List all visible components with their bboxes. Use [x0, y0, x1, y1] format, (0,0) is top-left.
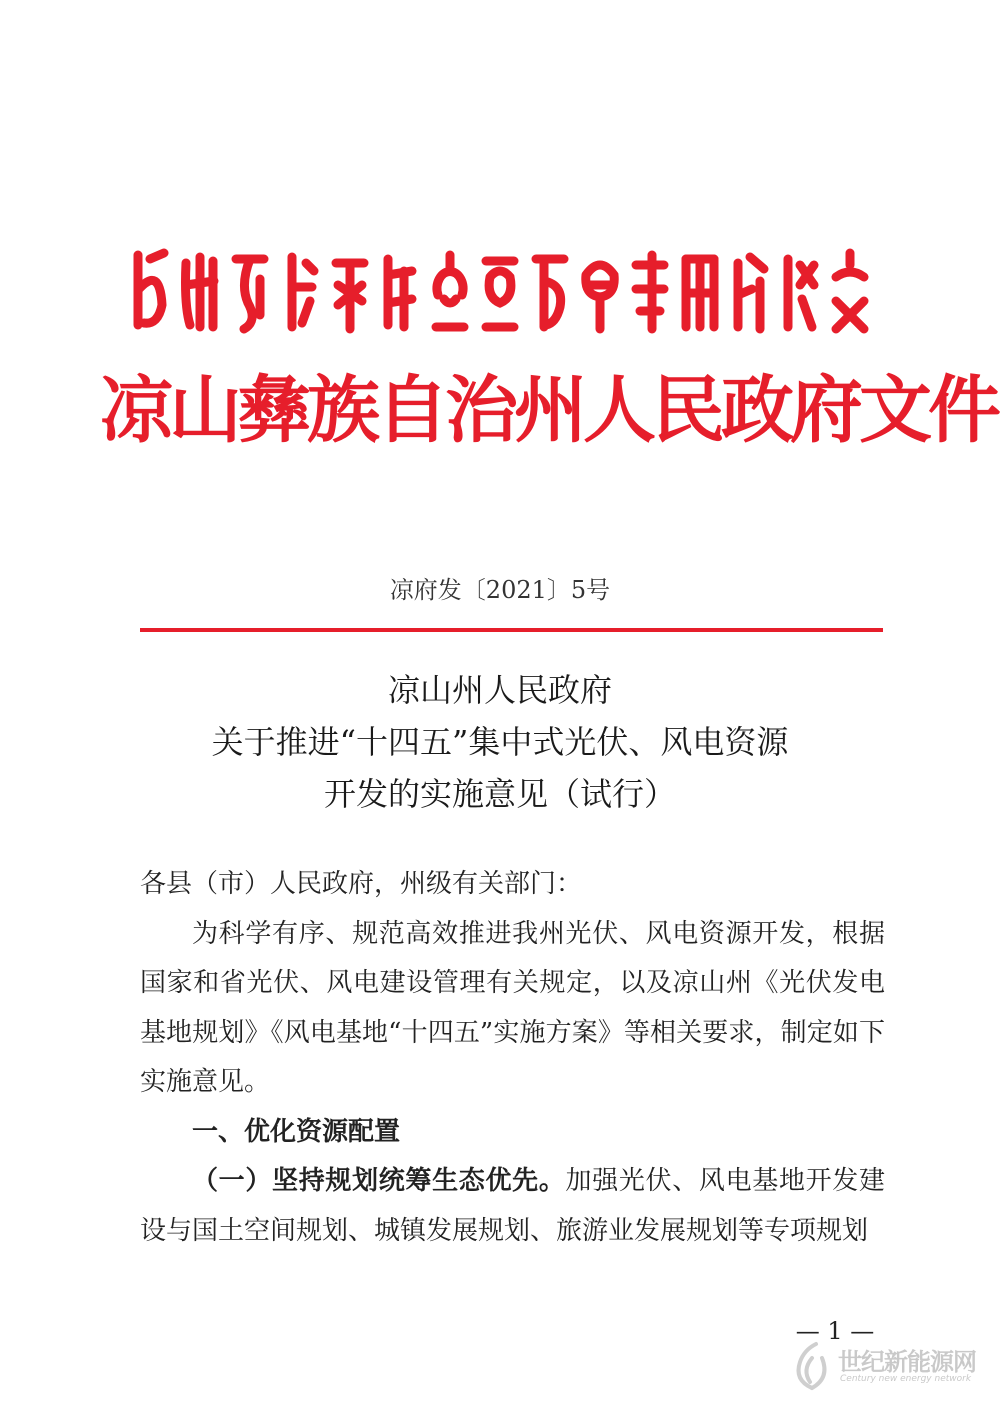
- yi-glyph-15: [830, 245, 870, 335]
- document-title-line-2: 关于推进“十四五”集中式光伏、风电资源: [211, 723, 789, 761]
- red-divider-line: [140, 628, 883, 632]
- flame-logo-icon: [790, 1340, 834, 1392]
- document-number: 凉府发〔2021〕5号: [389, 576, 611, 604]
- yi-glyph-14: [780, 245, 820, 335]
- document-title-line-1: 凉山州人民政府: [387, 671, 612, 709]
- yi-glyph-7: [430, 245, 470, 335]
- yi-glyph-6: [380, 245, 420, 335]
- document-body: [140, 860, 885, 1256]
- yi-glyph-1: [130, 245, 170, 335]
- yi-glyph-3: [230, 245, 270, 335]
- item-paragraph: [140, 1157, 885, 1256]
- salutation: 各县（市）人民政府，州级有关部门：: [140, 869, 583, 899]
- yi-glyph-12: [680, 245, 720, 335]
- watermark-name: 世纪新能源网: [838, 1348, 976, 1376]
- intro-paragraph: 为科学有序、规范高效推进我州光伏、风电资源开发，根据国家和省光伏、风电建设管理有关规定，以及凉山州《光伏发电基地规划》《风电基地“十四五”实施方案》等相关要求，制定如下实施意见。: [140, 918, 885, 1097]
- yi-glyph-2: [180, 245, 220, 335]
- document-title: [100, 664, 900, 820]
- item-label: （一）坚持规划统筹生态优先。: [192, 1166, 566, 1196]
- issuing-authority-title: 凉山彝族自治州人民政府文件: [100, 367, 997, 453]
- yi-glyph-5: [330, 245, 370, 335]
- yi-glyph-10: [580, 245, 620, 335]
- document-title-line-3: 开发的实施意见（试行）: [323, 775, 676, 813]
- yi-glyph-4: [280, 245, 320, 335]
- yi-glyph-11: [630, 245, 670, 335]
- yi-glyph-8: [480, 245, 520, 335]
- yi-script-title: [130, 238, 870, 342]
- section-heading: 一、优化资源配置: [192, 1116, 401, 1147]
- watermark-english-name: Century new energy network: [840, 1374, 972, 1384]
- yi-glyph-9: [530, 245, 570, 335]
- yi-glyph-13: [730, 245, 770, 335]
- watermark: [790, 1340, 990, 1400]
- page-number: — 1 —: [795, 1317, 875, 1345]
- item-text: 加强光伏、风电基地开发建设与国土空间规划、城镇发展规划、旅游业发展规划等专项规划: [140, 1166, 885, 1246]
